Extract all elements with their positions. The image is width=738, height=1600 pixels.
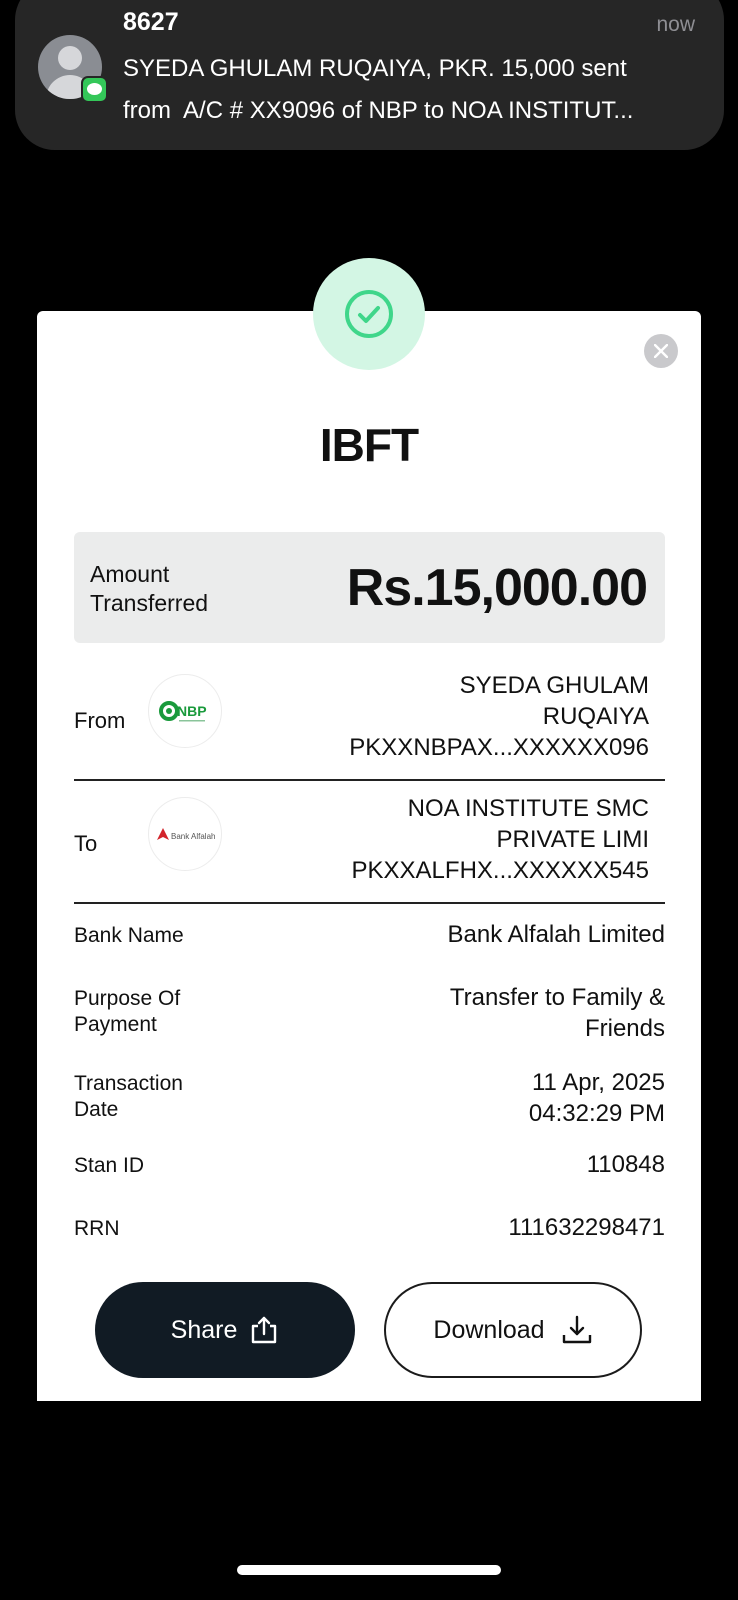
from-details [349, 670, 649, 763]
notification-line-1: SYEDA GHULAM RUQAIYA, PKR. 15,000 sent [123, 55, 627, 82]
messages-icon [81, 76, 108, 103]
close-button[interactable] [644, 334, 678, 368]
notification-body [123, 48, 698, 132]
amount-label [90, 560, 208, 618]
amount-value: Rs.15,000.00 [346, 559, 647, 617]
detail-label [74, 1216, 120, 1242]
detail-value [508, 1212, 665, 1243]
home-indicator[interactable] [237, 1565, 501, 1575]
detail-label-line-1: Purpose Of [74, 987, 181, 1010]
notification-banner[interactable] [15, 0, 724, 150]
share-icon [249, 1315, 279, 1345]
detail-value-line-1: Bank Alfalah Limited [447, 921, 665, 948]
detail-label [74, 923, 184, 949]
check-circle-icon [342, 287, 396, 341]
to-section [74, 783, 665, 907]
detail-label [74, 986, 180, 1038]
to-name-line-2: PRIVATE LIMI [496, 826, 649, 853]
detail-value-line-1: Transfer to Family & [449, 984, 665, 1011]
receipt-title: IBFT [319, 419, 419, 471]
download-label: Download [433, 1315, 545, 1344]
detail-value-line-1: 110848 [586, 1151, 665, 1178]
from-name-line-2: RUQAIYA [542, 703, 649, 730]
svg-text:Bank Alfalah: Bank Alfalah [171, 832, 216, 841]
detail-value [448, 919, 665, 950]
nbp-logo-icon [148, 674, 222, 748]
amount-label-line-2: Transferred [90, 590, 209, 616]
share-button[interactable] [95, 1282, 355, 1378]
from-account: PKXXNBPAX...XXXXXX096 [349, 734, 649, 761]
detail-value-line-1: 11 Apr, 2025 [531, 1069, 665, 1096]
detail-label-line-1: Transaction [74, 1072, 183, 1095]
close-icon [654, 344, 668, 358]
detail-value-line-2: Friends [584, 1015, 665, 1042]
notification-time: now [656, 13, 695, 36]
to-name-line-1: NOA INSTITUTE SMC [407, 795, 649, 822]
from-name-line-1: SYEDA GHULAM [459, 672, 649, 699]
success-badge [313, 258, 425, 370]
detail-label-line-2: Payment [74, 1013, 157, 1036]
from-section [74, 660, 665, 784]
detail-label-line-2: Date [74, 1098, 119, 1121]
detail-value [587, 1149, 665, 1180]
detail-label-line-1: Bank Name [74, 924, 184, 947]
detail-value-line-1: 111632298471 [508, 1214, 665, 1241]
from-label: From [74, 708, 126, 733]
amount-box [74, 532, 665, 643]
detail-label-line-1: RRN [74, 1217, 120, 1240]
to-label: To [74, 831, 98, 856]
to-details [352, 793, 649, 886]
download-button[interactable] [384, 1282, 642, 1378]
detail-value [450, 982, 665, 1044]
to-account: PKXXALFHX...XXXXXX545 [351, 857, 649, 884]
detail-value [529, 1067, 665, 1129]
share-label: Share [170, 1315, 238, 1344]
detail-label-line-1: Stan ID [74, 1154, 145, 1177]
svg-text:NBP: NBP [177, 703, 207, 719]
detail-label [74, 1071, 183, 1123]
detail-label [74, 1153, 144, 1179]
divider [74, 902, 665, 904]
bank-alfalah-logo-icon [148, 797, 222, 871]
amount-label-line-1: Amount [90, 561, 170, 587]
detail-value-line-2: 04:32:29 PM [528, 1100, 665, 1127]
notification-line-2: from A/C # XX9096 of NBP to NOA INSTITUT... [123, 97, 634, 124]
divider [74, 779, 665, 781]
download-icon [561, 1315, 593, 1345]
notification-sender: 8627 [123, 8, 179, 36]
